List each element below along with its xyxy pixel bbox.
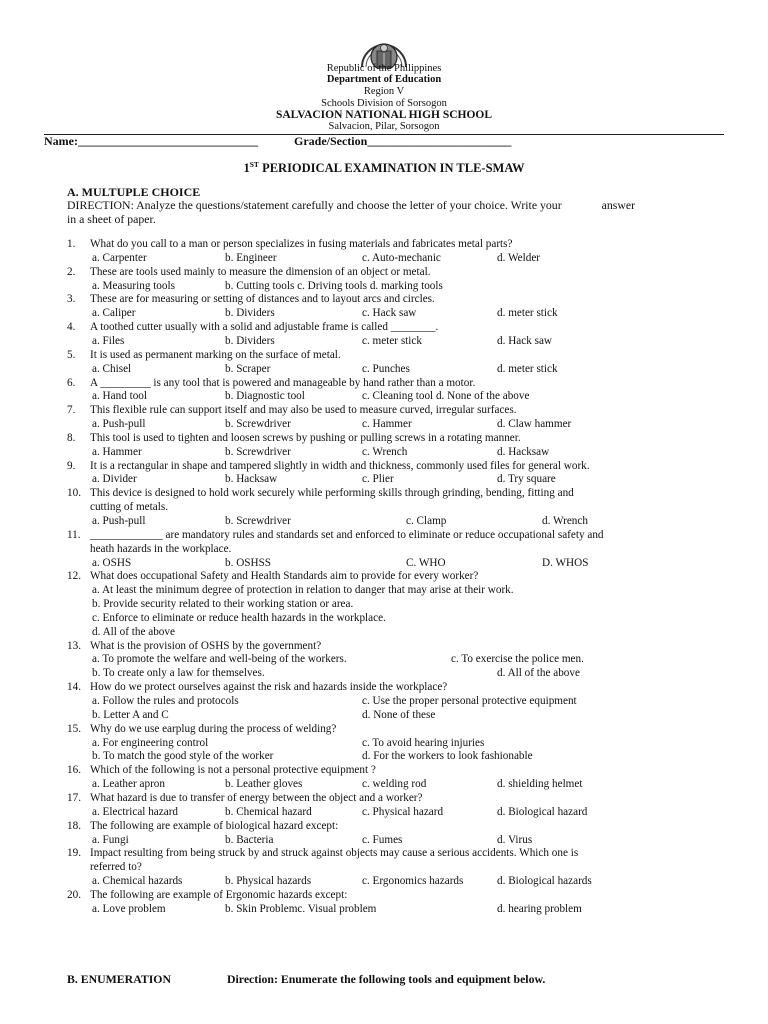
- question-item: [0, 238, 768, 266]
- question-item: [0, 764, 768, 792]
- question-text: It is a rectangular in shape and tampered slightly in width and thickness, commonly used files for general work.: [90, 459, 590, 472]
- choice-option: a. To promote the welfare and well-being of the workers.: [92, 653, 347, 666]
- choice-option: b. Bacteria: [225, 833, 274, 846]
- question-text: _____________ are mandatory rules and standards set and enforced to eliminate or reduce occupational safety and: [90, 528, 604, 541]
- question-number: 12.: [67, 570, 81, 583]
- grade-section-label: Grade/Section: [293, 134, 368, 148]
- question-number: 9.: [67, 459, 76, 472]
- section-a-direction: DIRECTION: Analyze the questions/statement carefully and choose the letter of your choice. Write your answer in a sheet of paper.: [67, 198, 636, 226]
- choice-option: a. Carpenter: [92, 251, 147, 264]
- choice-option: a. Divider: [92, 473, 137, 486]
- choice-option: b. Chemical hazard: [225, 805, 312, 818]
- question-number: 19.: [67, 847, 81, 860]
- choice-option: d. shielding helmet: [497, 778, 583, 791]
- choice-option: d. Wrench: [542, 514, 588, 527]
- question-number: 6.: [67, 376, 76, 389]
- question-item: [0, 377, 768, 405]
- choice-option: a. Leather apron: [92, 778, 165, 791]
- choice-option: c. Plier: [362, 473, 394, 486]
- choice-option: a. Push-pull: [92, 418, 146, 431]
- question-text: The following are example of Ergonomic hazards except:: [90, 888, 348, 901]
- choice-option: b. Leather gloves: [225, 778, 303, 791]
- choice-option: c. Clamp: [406, 514, 447, 527]
- choice-option: b. Scraper: [225, 362, 271, 375]
- question-number: 14.: [67, 681, 81, 694]
- choice-option: c. Physical hazard: [362, 805, 444, 818]
- choice-option: b. Screwdriver: [225, 445, 291, 458]
- choice-option: C. WHO: [406, 556, 446, 569]
- header-region: Region V: [363, 86, 405, 97]
- question-text: Which of the following is not a personal protective equipment ?: [90, 764, 376, 777]
- question-text: A toothed cutter usually with a solid and adjustable frame is called ________.: [90, 321, 439, 334]
- question-number: 10.: [67, 487, 81, 500]
- question-number: 7.: [67, 404, 76, 417]
- question-number: 13.: [67, 639, 81, 652]
- question-item: [0, 681, 768, 723]
- question-number: 2.: [67, 265, 76, 278]
- choice-option: a. Love problem: [92, 902, 166, 915]
- choice-option: c. welding rod: [362, 778, 427, 791]
- choice-option: D. WHOS: [542, 556, 589, 569]
- choice-option: b. Screwdriver: [225, 514, 291, 527]
- question-item: [0, 321, 768, 349]
- choice-option: b. Letter A and C: [92, 708, 169, 721]
- choice-option: a. OSHS: [92, 556, 132, 569]
- question-item: [0, 293, 768, 321]
- choice-option: b. To match the good style of the worker: [92, 750, 274, 763]
- question-item: [0, 529, 768, 571]
- choice-option: d. Biological hazards: [497, 875, 592, 888]
- grade-section-field[interactable]: ________________________: [367, 134, 512, 148]
- choice-option: c. Use the proper personal protective equipment: [362, 695, 577, 708]
- choice-option: a. Hand tool: [92, 390, 147, 403]
- question-item: [0, 349, 768, 377]
- question-item: [0, 432, 768, 460]
- choice-option: c. Punches: [362, 362, 410, 375]
- question-number: 16.: [67, 764, 81, 777]
- question-item: [0, 570, 768, 639]
- question-number: 18.: [67, 819, 81, 832]
- choice-option: d. hearing problem: [497, 902, 582, 915]
- choice-option: d. Claw hammer: [497, 418, 572, 431]
- question-item: [0, 889, 768, 917]
- choice-option: c. Fumes: [362, 833, 403, 846]
- choice-option: a. Fungi: [92, 833, 129, 846]
- choice-option: a. Caliper: [92, 307, 136, 320]
- choice-option: b. Provide security related to their working station or area.: [92, 598, 354, 611]
- choice-option: c. Hack saw: [362, 307, 417, 320]
- question-number: 4.: [67, 321, 76, 334]
- question-number: 15.: [67, 722, 81, 735]
- choice-option: d. All of the above: [497, 667, 580, 680]
- choice-option: b. Physical hazards: [225, 875, 312, 888]
- choice-option: a. At least the minimum degree of protection in relation to danger that may arise at their work.: [92, 584, 514, 597]
- question-text: It is used as permanent marking on the surface of metal.: [90, 348, 341, 361]
- question-item: [0, 460, 768, 488]
- question-text: What do you call to a man or person specializes in fusing materials and fabricates metal parts?: [90, 238, 513, 250]
- choice-option: b. Dividers: [225, 307, 275, 320]
- choice-option: d. meter stick: [497, 307, 558, 320]
- question-item: [0, 820, 768, 848]
- choice-option: a. Electrical hazard: [92, 805, 179, 818]
- question-text: The following are example of biological hazard except:: [90, 819, 339, 832]
- choice-option: a. For engineering control: [92, 736, 209, 749]
- choice-option: a. Measuring tools: [92, 279, 175, 292]
- choice-option: c. Ergonomics hazards: [362, 875, 464, 888]
- choice-option: c. meter stick: [362, 334, 422, 347]
- question-number: 3.: [67, 293, 76, 306]
- choice-option: a. Push-pull: [92, 514, 146, 527]
- section-b-direction: Direction: Enumerate the following tools and equipment below.: [227, 972, 546, 986]
- choice-option: b. To create only a law for themselves.: [92, 667, 265, 680]
- choice-option: b. Dividers: [225, 334, 275, 347]
- choice-option: b. OSHSS: [225, 556, 272, 569]
- choice-option: b. Skin Problemc. Visual problem: [225, 902, 377, 915]
- choice-option: d. Welder: [497, 251, 541, 264]
- choice-option: a. Follow the rules and protocols: [92, 695, 239, 708]
- question-number: 17.: [67, 792, 81, 804]
- choice-option: d. Hacksaw: [497, 445, 550, 458]
- question-text: Impact resulting from being struck by and struck against objects may cause a serious accidents. Which one is: [90, 847, 579, 860]
- question-text: These are for measuring or setting of distances and to layout arcs and circles.: [90, 293, 435, 306]
- question-number: 20.: [67, 888, 81, 901]
- section-a-heading: A. MULTUPLE CHOICE: [67, 185, 201, 199]
- choice-option: b. Cutting tools c. Driving tools d. marking tools: [225, 279, 443, 292]
- question-text-cont: cutting of metals.: [90, 501, 168, 514]
- choice-option: b. Diagnostic tool: [225, 390, 305, 403]
- question-item: [0, 640, 768, 682]
- choice-option: a. Chemical hazards: [92, 875, 183, 888]
- choice-option: d. Virus: [497, 833, 533, 846]
- header-country: Republic of the Philippines: [326, 63, 442, 74]
- choice-option: d. For the workers to look fashionable: [362, 750, 533, 763]
- choice-option: a. Hammer: [92, 445, 142, 458]
- question-text: What hazard is due to transfer of energy between the object and a worker?: [90, 792, 423, 804]
- choice-option: a. Files: [92, 334, 125, 347]
- choice-option: c. To avoid hearing injuries: [362, 736, 485, 749]
- question-item: [0, 723, 768, 765]
- choice-option: b. Screwdriver: [225, 418, 291, 431]
- question-text: These are tools used mainly to measure the dimension of an object or metal.: [90, 265, 431, 278]
- question-item: [0, 792, 768, 820]
- exam-title: 1ST PERIODICAL EXAMINATION IN TLE-SMAW: [243, 160, 525, 176]
- question-text: What is the provision of OSHS by the government?: [90, 639, 322, 652]
- choice-option: c. To exercise the police men.: [451, 653, 584, 666]
- choice-option: b. Hacksaw: [225, 473, 278, 486]
- question-number: 5.: [67, 348, 76, 361]
- choice-option: b. Engineer: [225, 251, 277, 264]
- question-number: 1.: [67, 238, 76, 250]
- question-number: 11.: [67, 528, 81, 541]
- question-text: This device is designed to hold work securely while performing skills through grinding, bending, fitting and: [90, 487, 574, 500]
- choice-option: d. Try square: [497, 473, 556, 486]
- question-text-cont: heath hazards in the workplace.: [90, 542, 232, 555]
- question-text: What does occupational Safety and Health Standards aim to provide for every worker?: [90, 570, 479, 583]
- header-division: Schools Division of Sorsogon: [321, 98, 447, 109]
- section-b-heading: B. ENUMERATION Direction: Enumerate the following tools and equipment below.: [67, 972, 546, 986]
- choice-option: c. Cleaning tool d. None of the above: [362, 390, 530, 403]
- choice-option: d. Biological hazard: [497, 805, 588, 818]
- choice-option: a. Chisel: [92, 362, 132, 375]
- question-text: This flexible rule can support itself and may also be used to measure curved, irregular surfaces.: [90, 404, 517, 417]
- choice-option: d. Hack saw: [497, 334, 552, 347]
- choice-option: c. Wrench: [362, 445, 408, 458]
- question-text-cont: referred to?: [90, 861, 142, 874]
- choice-option: c. Enforce to eliminate or reduce health hazards in the workplace.: [92, 611, 386, 624]
- choice-option: c. Hammer: [362, 418, 412, 431]
- question-number: 8.: [67, 431, 76, 444]
- name-label: Name:: [44, 134, 78, 148]
- choice-option: d. All of the above: [92, 625, 175, 638]
- question-text: Why do we use earplug during the process of welding?: [90, 722, 337, 735]
- header-address: Salvacion, Pilar, Sorsogon: [328, 121, 440, 132]
- choice-option: d. meter stick: [497, 362, 558, 375]
- name-row: [44, 134, 511, 148]
- question-text: A _________ is any tool that is powered and manageable by hand rather than a motor.: [90, 376, 476, 389]
- choice-option: c. Auto-mechanic: [362, 251, 441, 264]
- question-item: [0, 487, 768, 529]
- question-text: This tool is used to tighten and loosen screws by pushing or pulling screws in a rotating manner.: [90, 431, 521, 444]
- question-text: How do we protect ourselves against the risk and hazards inside the workplace?: [90, 681, 448, 694]
- question-item: [0, 404, 768, 432]
- question-item: [0, 847, 768, 889]
- name-field[interactable]: ______________________________: [77, 134, 258, 148]
- choice-option: d. None of these: [362, 708, 436, 721]
- header-department: Department of Education: [326, 74, 442, 85]
- header-school: SALVACION NATIONAL HIGH SCHOOL: [275, 109, 493, 121]
- question-item: [0, 266, 768, 294]
